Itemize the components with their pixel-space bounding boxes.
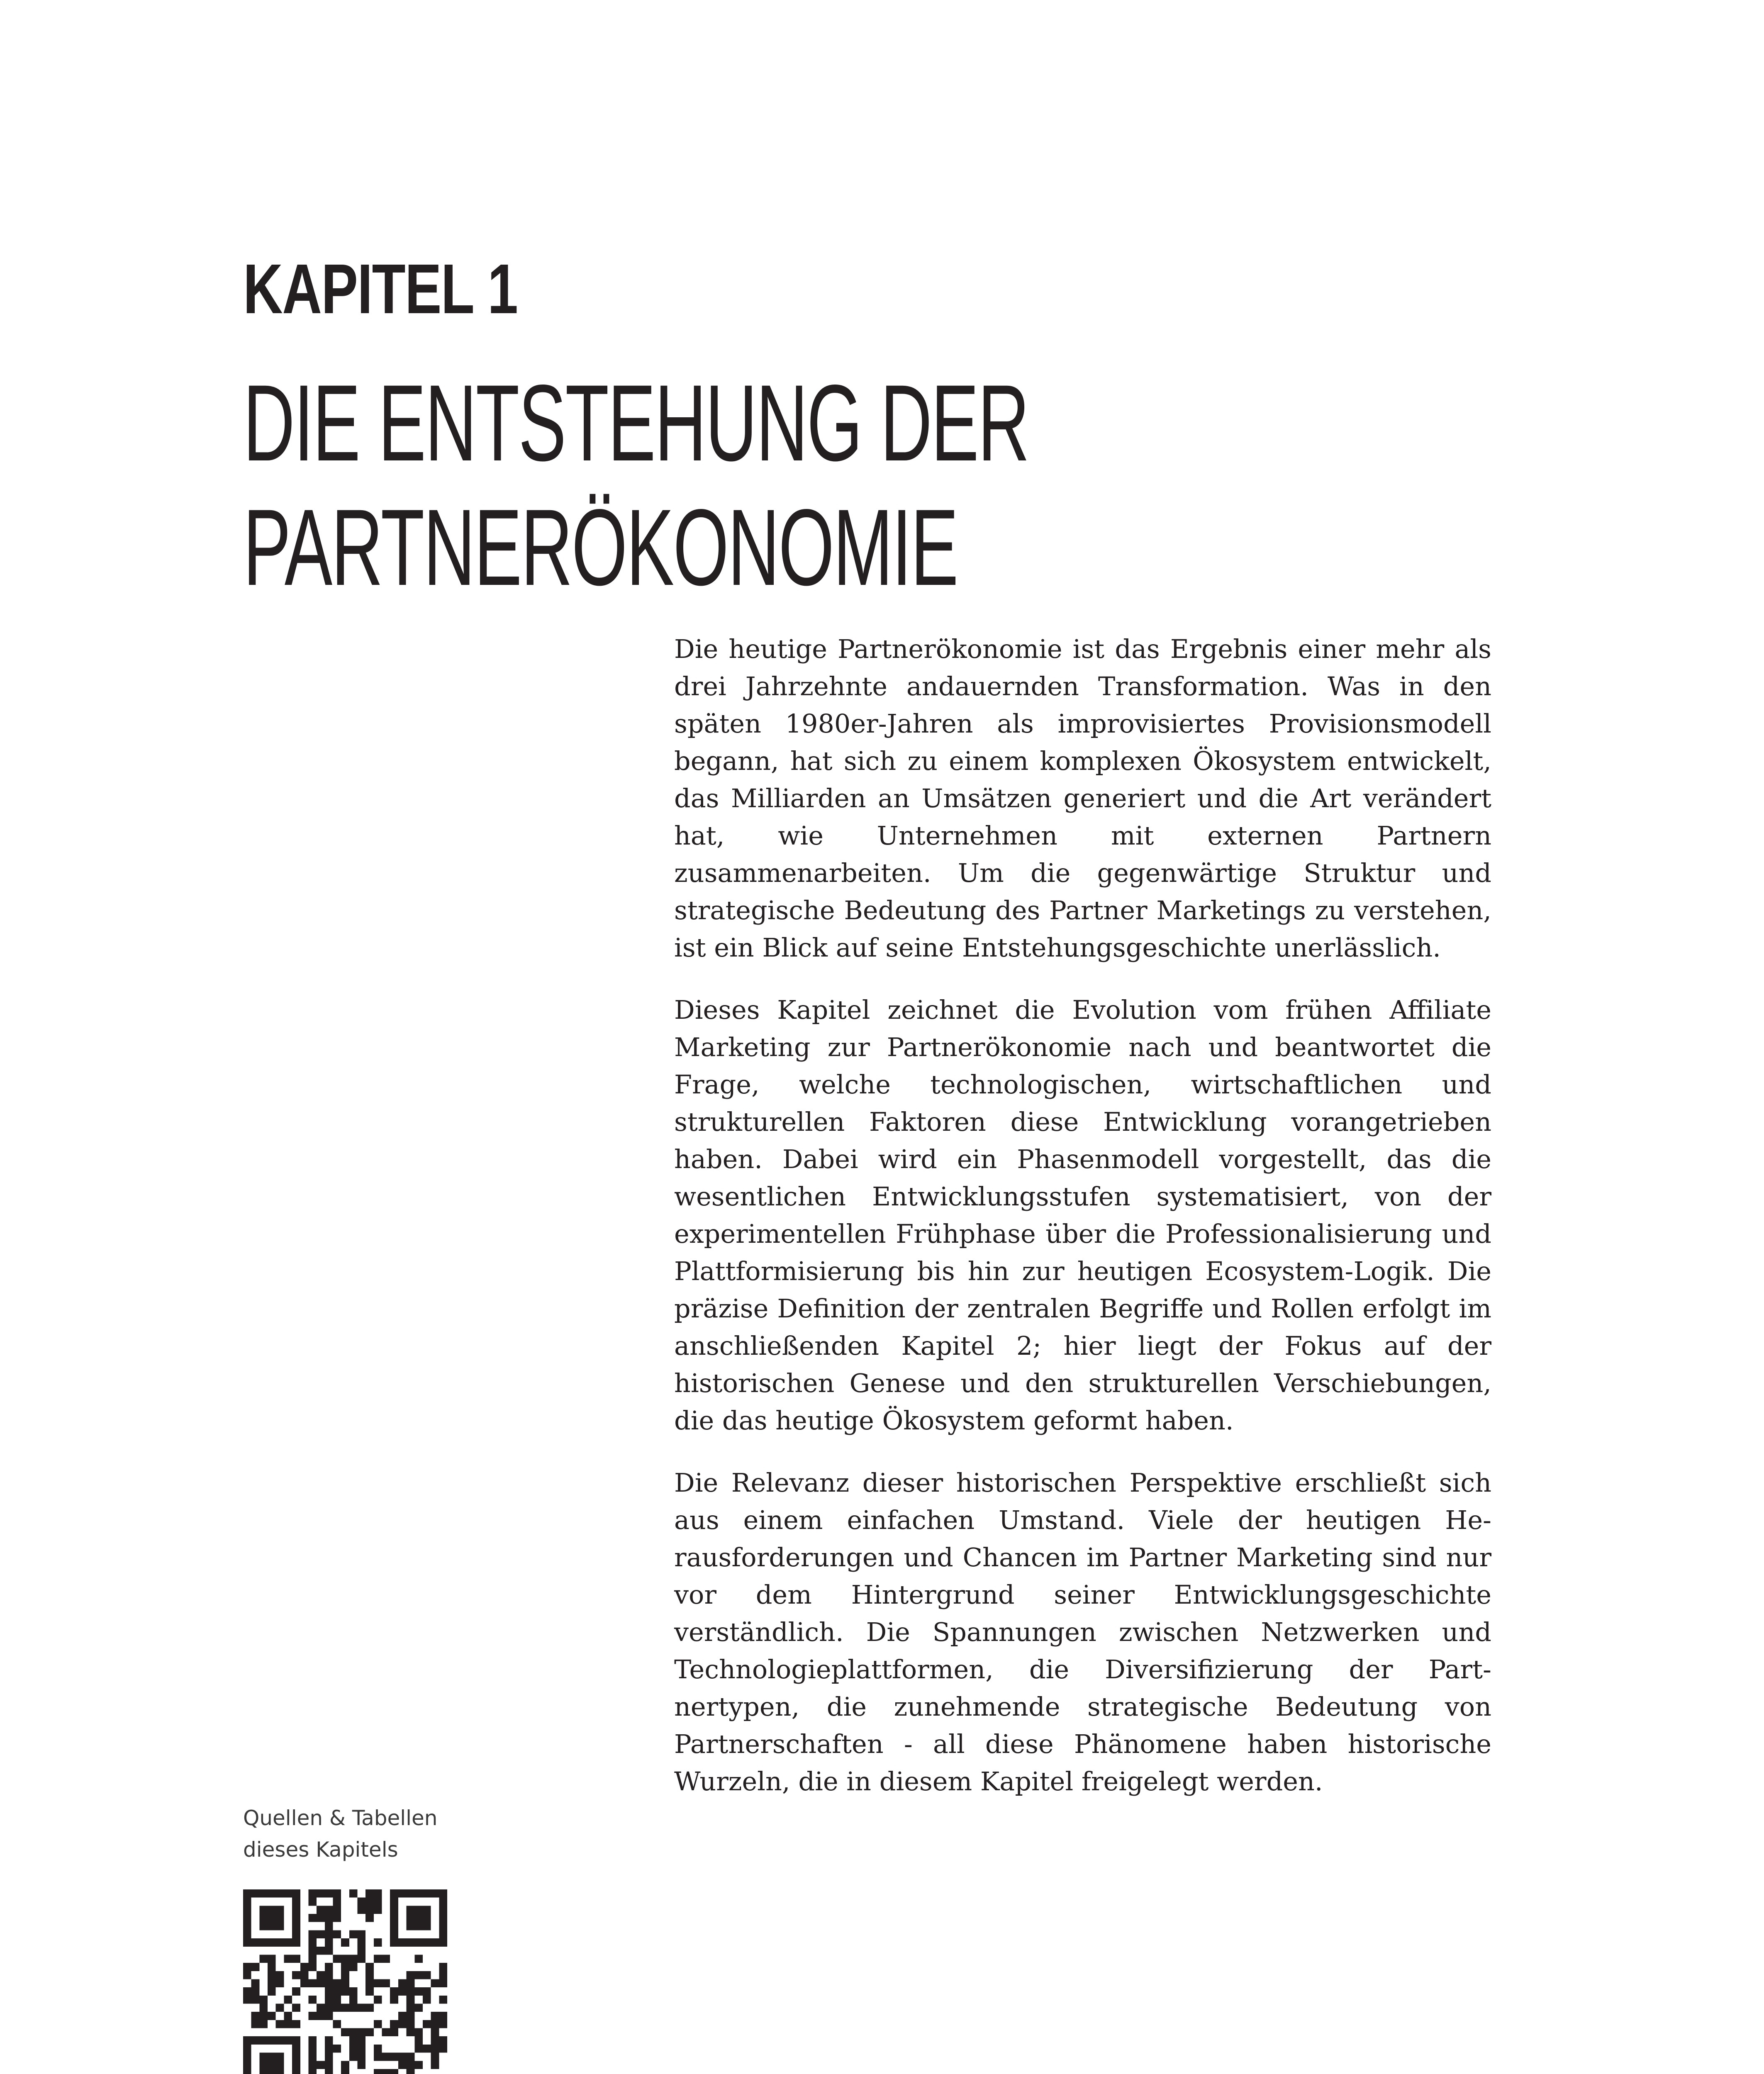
chapter-kicker: KAPITEL 1: [243, 250, 518, 329]
chapter-title-line-2: PARTNERÖKONOMIE: [243, 487, 958, 608]
chapter-title: [243, 361, 1028, 610]
paragraph-3: Die Relevanz dieser historischen Perspektive erschließt sich aus einem einfachen Umstand. Viele der heutigen Herausforderungen und Chancen im Partner Marketing sind nur vor dem Hintergrund seiner Entwicklungsgeschichte verständlich. Die Spannungen zwischen Netzwerken und Technologieplattformen, die Diversifizierung der Partnertypen, die zunehmende strategische Bedeutung von Partnerschaften - all diese Phänomene haben historische Wurzeln, die in diesem Kapitel freigelegt werden.: [674, 1468, 1491, 1796]
paragraph-1: Die heutige Partnerökonomie ist das Ergebnis einer mehr als drei Jahrzehnte andauernden Transformation. Was in den späten 1980er-Jahren als improvisiertes Provisionsmodell begann, hat sich zu einem komplexen Ökosystem entwickelt, das Milliarden an Umsätzen generiert und die Art verändert hat, wie Unternehmen mit externen Partnern zusammenarbeiten. Um die gegenwärtige Struktur und strategische Bedeutung des Partner Marketings zu verstehen, ist ein Blick auf seine Entstehungsgeschichte unerlässlich.: [674, 634, 1491, 963]
qr-caption: [243, 1802, 459, 1865]
chapter-intro-text: [674, 630, 1491, 1825]
qr-caption-line-2: dieses Kapitels: [243, 1838, 398, 1862]
qr-code-icon[interactable]: [243, 1889, 447, 2074]
paragraph-2: Dieses Kapitel zeichnet die Evolution vom frühen Affiliate Marketing zur Partnerökonomie nach und beantwortet die Frage, welche technologischen, wirtschaftlichen und strukturellen Faktoren diese Entwicklung vorangetrieben haben. Dabei wird ein Phasenmodell vorgestellt, das die wesentlichen Entwicklungsstufen systematisiert, von der experimentellen Frühphase über die Professionalisierung und Plattformisierung bis hin zur heutigen Ecosystem-Logik. Die präzise Definition der zentralen Begriffe und Rollen erfolgt im anschließenden Kapitel 2; hier liegt der Fokus auf der historischen Genese und den strukturellen Verschiebungen, die das heutige Ökosystem geformt haben.: [674, 995, 1491, 1436]
qr-caption-line-1: Quellen & Tabellen: [243, 1806, 438, 1830]
chapter-title-line-1: DIE ENTSTEHUNG DER: [243, 362, 1029, 484]
qr-code-graphic: [243, 1889, 447, 2074]
